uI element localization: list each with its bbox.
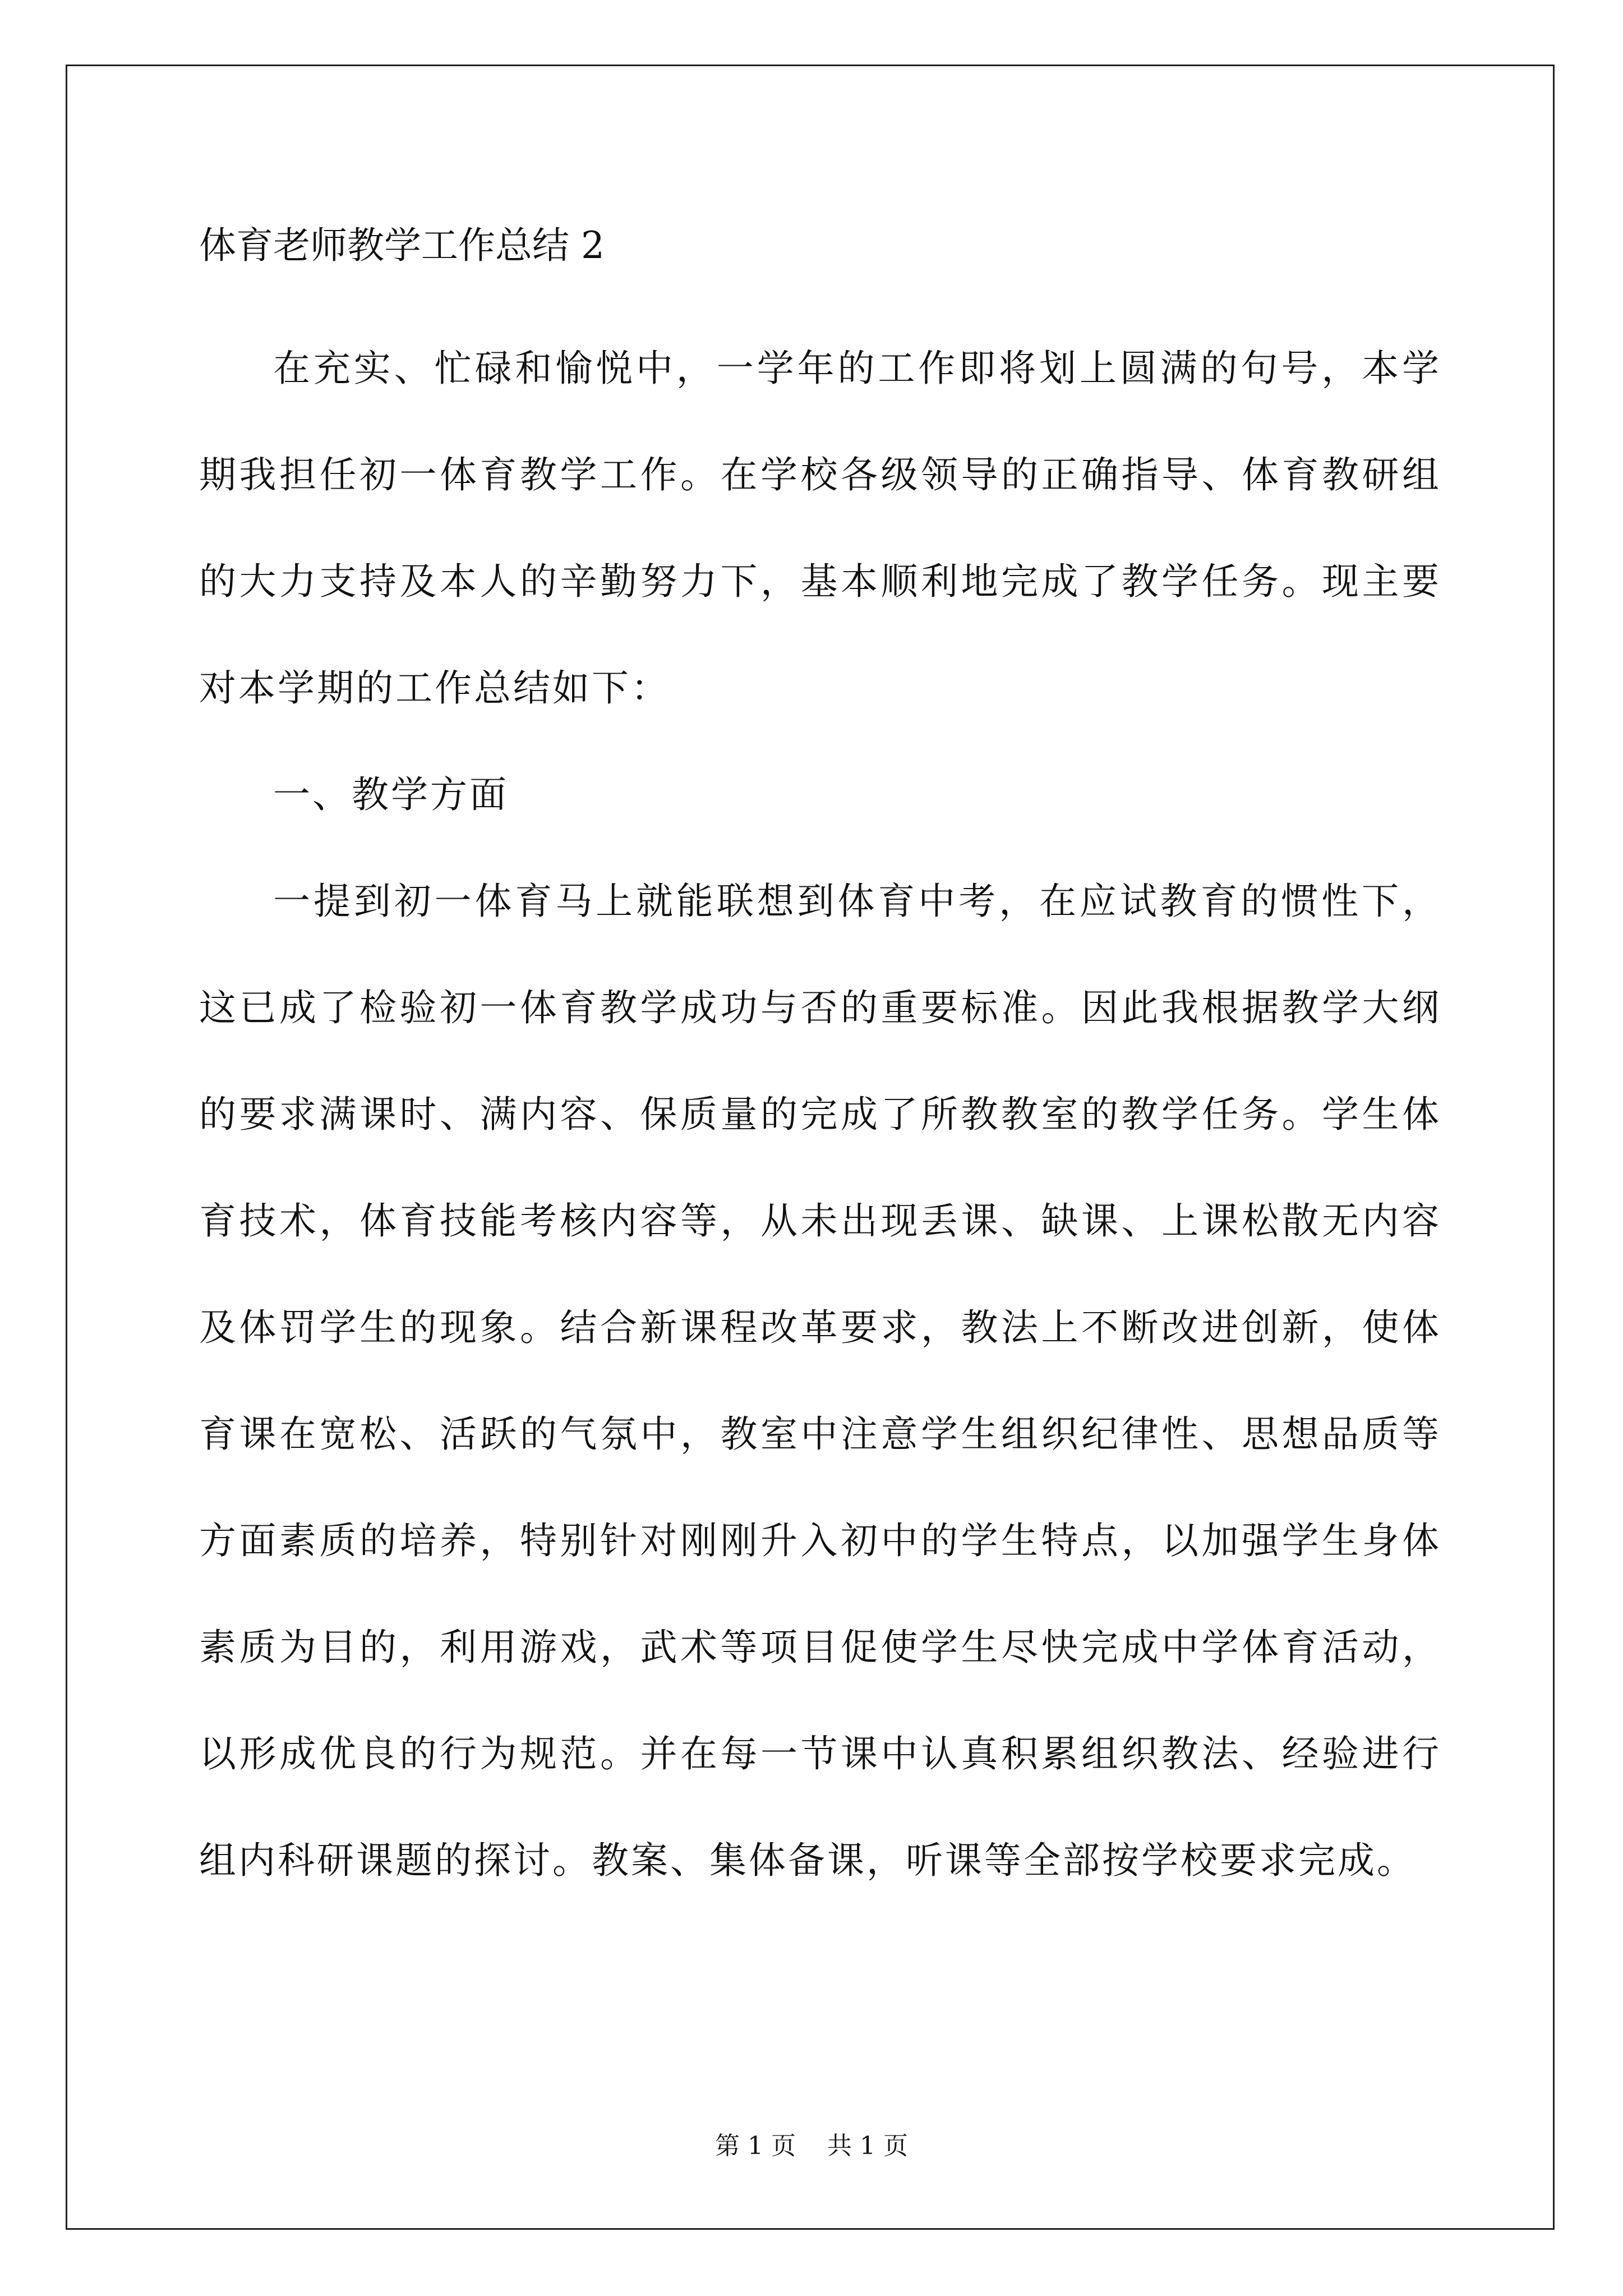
paragraph-teaching: 一提到初一体育马上就能联想到体育中考，在应试教育的惯性下，这已成了检验初一体育教学成功与否的重要标准。因此我根据教学大纲的要求满课时、满内容、保质量的完成了所教教室的教学任务。学生体育技术，体育技能考核内容等，从未出现丢课、缺课、上课松散无内容及体罚学生的现象。结合新课程改革要求，教法上不断改进创新，使体育课在宽松、活跃的气氛中，教室中注意学生组织纪律性、思想品质等方面素质的培养，特别针对刚刚升入初中的学生特点，以加强学生身体素质为目的，利用游戏，武术等项目促使学生尽快完成中学体育活动，以形成优良的行为规范。并在每一节课中认真积累组织教法、经验进行组内科研课题的探讨。教案、集体备课，听课等全部按学校要求完成。 <box>199 880 1441 1882</box>
page-footer <box>0 2129 1623 2163</box>
document-title: 体育老师教学工作总结 2 <box>199 224 605 267</box>
page-total: 共 1 页 <box>827 2132 908 2160</box>
document-body <box>199 209 1441 1914</box>
paragraph-intro: 在充实、忙碌和愉悦中，一学年的工作即将划上圆满的句号，本学期我担任初一体育教学工作。在学校各级领导的正确指导、体育教研组的大力支持及本人的辛勤努力下，基本顺利地完成了教学任务。现主要对本学期的工作总结如下： <box>199 347 1441 710</box>
page-number: 第 1 页 <box>715 2132 796 2160</box>
section-heading-teaching: 一、教学方面 <box>273 773 509 816</box>
